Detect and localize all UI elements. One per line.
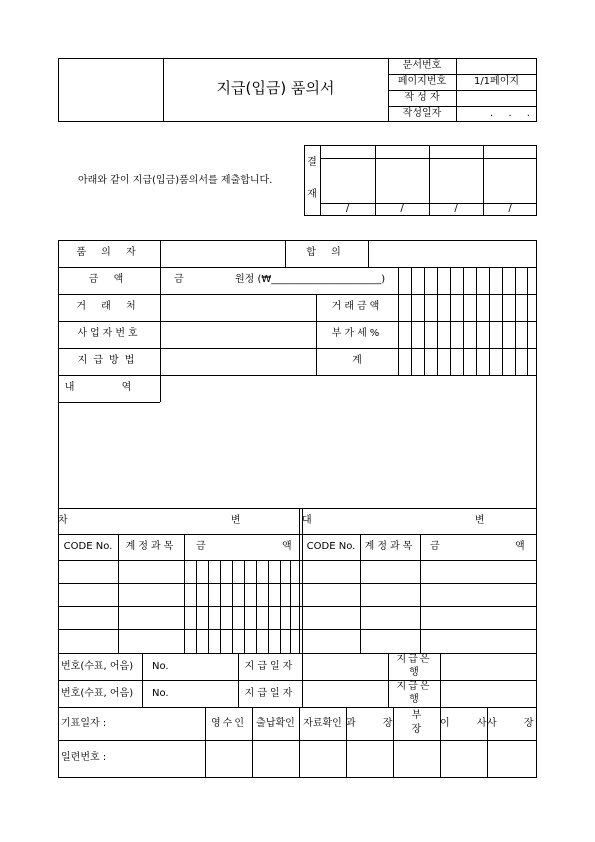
pay-date-field[interactable] bbox=[303, 654, 387, 680]
credit-label: 대 변 bbox=[302, 515, 565, 526]
amount-prefix: 금 bbox=[174, 274, 184, 285]
page-no-value: 1/1페이지 bbox=[473, 76, 520, 87]
date-label: 작성일자 bbox=[402, 108, 442, 119]
debit-label: 차 변 bbox=[58, 515, 321, 526]
sign-cell-receipt[interactable] bbox=[206, 741, 251, 777]
digit-line bbox=[411, 267, 412, 375]
payment-col-line bbox=[142, 653, 143, 707]
approval-label-2: 재 bbox=[307, 189, 317, 200]
form-col-line bbox=[398, 267, 399, 375]
approval-slash: / bbox=[400, 203, 404, 214]
intro-text: 아래와 같이 지급(입금)품의서를 제출합니다. bbox=[78, 175, 273, 186]
check-no-field[interactable] bbox=[170, 681, 237, 707]
sign-cell-dept-head[interactable] bbox=[394, 741, 439, 777]
date-value[interactable]: . . . bbox=[490, 108, 536, 119]
payment-method-label: 지급방법 bbox=[77, 355, 141, 366]
ledger-center-divider bbox=[299, 508, 300, 653]
pay-bank-label-1: 지급은 bbox=[396, 681, 432, 692]
check-no-label: No. bbox=[152, 661, 169, 672]
sign-cell-disbursement[interactable] bbox=[253, 741, 298, 777]
vat-label: 부가세% bbox=[331, 328, 383, 339]
amount-won-field[interactable]: 원정 (₩______________________) bbox=[235, 274, 386, 285]
agreement-field[interactable] bbox=[369, 241, 536, 267]
pay-date-label: 지급일자 bbox=[244, 661, 296, 672]
approval-sign-cell[interactable] bbox=[375, 158, 429, 203]
sign-cell-director[interactable] bbox=[441, 741, 486, 777]
debit-amount-label-1: 금 bbox=[196, 541, 206, 552]
pay-bank-label-1: 지급은 bbox=[396, 654, 432, 665]
credit-code-label: CODE No. bbox=[306, 541, 356, 552]
president-label: 사 장 bbox=[487, 718, 546, 729]
check-no-label: No. bbox=[152, 688, 169, 699]
digit-line bbox=[463, 267, 464, 375]
author-label: 작 성 자 bbox=[404, 92, 440, 103]
check-label: 번호(수표, 어음) bbox=[61, 661, 134, 672]
check-label: 번호(수표, 어음) bbox=[61, 688, 134, 699]
form-row-line bbox=[58, 402, 160, 403]
details-field[interactable] bbox=[161, 376, 536, 507]
ledger-top-line bbox=[58, 508, 537, 509]
disbursement-label: 출납확인 bbox=[256, 718, 295, 729]
debit-amount-label-2: 액 bbox=[282, 541, 292, 552]
bizno-field[interactable] bbox=[161, 322, 316, 348]
pay-date-field[interactable] bbox=[303, 681, 387, 707]
details-label: 내 역 bbox=[64, 382, 154, 393]
sign-cell-data-check[interactable] bbox=[300, 741, 345, 777]
digit-line bbox=[450, 267, 451, 375]
payment-method-field[interactable] bbox=[161, 349, 316, 375]
credit-entry-area[interactable] bbox=[303, 561, 536, 652]
credit-amount-label-1: 금 bbox=[430, 541, 440, 552]
debit-code-label: CODE No. bbox=[63, 541, 113, 552]
debit-entry-area[interactable] bbox=[59, 561, 298, 652]
digit-line bbox=[527, 267, 528, 375]
header-row-line bbox=[388, 90, 537, 91]
sign-cell-section-chief[interactable] bbox=[347, 741, 392, 777]
credit-account-label: 계정과목 bbox=[364, 541, 416, 552]
vendor-field[interactable] bbox=[161, 295, 316, 321]
approval-sign-cell[interactable] bbox=[483, 158, 537, 203]
header-row-line bbox=[388, 74, 537, 75]
total-label: 계 bbox=[352, 355, 362, 366]
approval-sign-cell[interactable] bbox=[320, 158, 375, 203]
page-title: 지급(입금) 품의서 bbox=[216, 79, 335, 97]
sign-cell-president[interactable] bbox=[488, 741, 536, 777]
credit-amount-label-2: 액 bbox=[515, 541, 525, 552]
approval-sign-cell[interactable] bbox=[429, 158, 483, 203]
payment-row-line bbox=[58, 707, 537, 708]
director-label: 이 사 bbox=[440, 718, 499, 729]
agreement-label: 합 의 bbox=[306, 247, 347, 258]
approval-label-1: 결 bbox=[307, 157, 317, 168]
requester-label: 품 의 자 bbox=[76, 247, 142, 258]
digit-line bbox=[489, 267, 490, 375]
pay-bank-label-2: 행 bbox=[409, 667, 419, 678]
receipt-label: 영수인 bbox=[211, 718, 246, 729]
pay-bank-field[interactable] bbox=[441, 654, 536, 680]
section-chief-label: 과 장 bbox=[346, 718, 405, 729]
check-no-field[interactable] bbox=[170, 654, 237, 680]
trade-amount-label: 거래금액 bbox=[331, 301, 383, 312]
bizno-label: 사업자번호 bbox=[77, 328, 141, 339]
dept-head-label-1: 부 bbox=[411, 710, 422, 721]
pay-date-label: 지급일자 bbox=[244, 688, 296, 699]
ledger-header-line bbox=[58, 534, 537, 535]
approval-slash: / bbox=[345, 203, 350, 214]
serial-label: 일련번호 : bbox=[61, 752, 107, 763]
digit-line bbox=[502, 267, 503, 375]
data-check-label: 자료확인 bbox=[303, 718, 342, 729]
amount-label: 금 액 bbox=[88, 274, 130, 285]
pay-bank-field[interactable] bbox=[441, 681, 536, 707]
requester-field[interactable] bbox=[161, 241, 284, 267]
approval-slash: / bbox=[508, 203, 512, 214]
vendor-label: 거 래 처 bbox=[76, 301, 142, 312]
digit-line bbox=[424, 267, 425, 375]
digit-line bbox=[476, 267, 477, 375]
voucher-date-label: 기표일자 : bbox=[61, 718, 107, 729]
form-row-line bbox=[58, 267, 537, 268]
pay-bank-label-2: 행 bbox=[409, 694, 419, 705]
doc-no-label: 문서번호 bbox=[402, 60, 442, 71]
header-row-line bbox=[388, 106, 537, 107]
digit-line bbox=[515, 267, 516, 375]
page-no-label: 페이지번호 bbox=[397, 76, 447, 87]
approval-slash: / bbox=[454, 203, 458, 214]
dept-head-label-2: 장 bbox=[411, 724, 422, 735]
digit-line bbox=[437, 267, 438, 375]
debit-account-label: 계정과목 bbox=[125, 541, 177, 552]
